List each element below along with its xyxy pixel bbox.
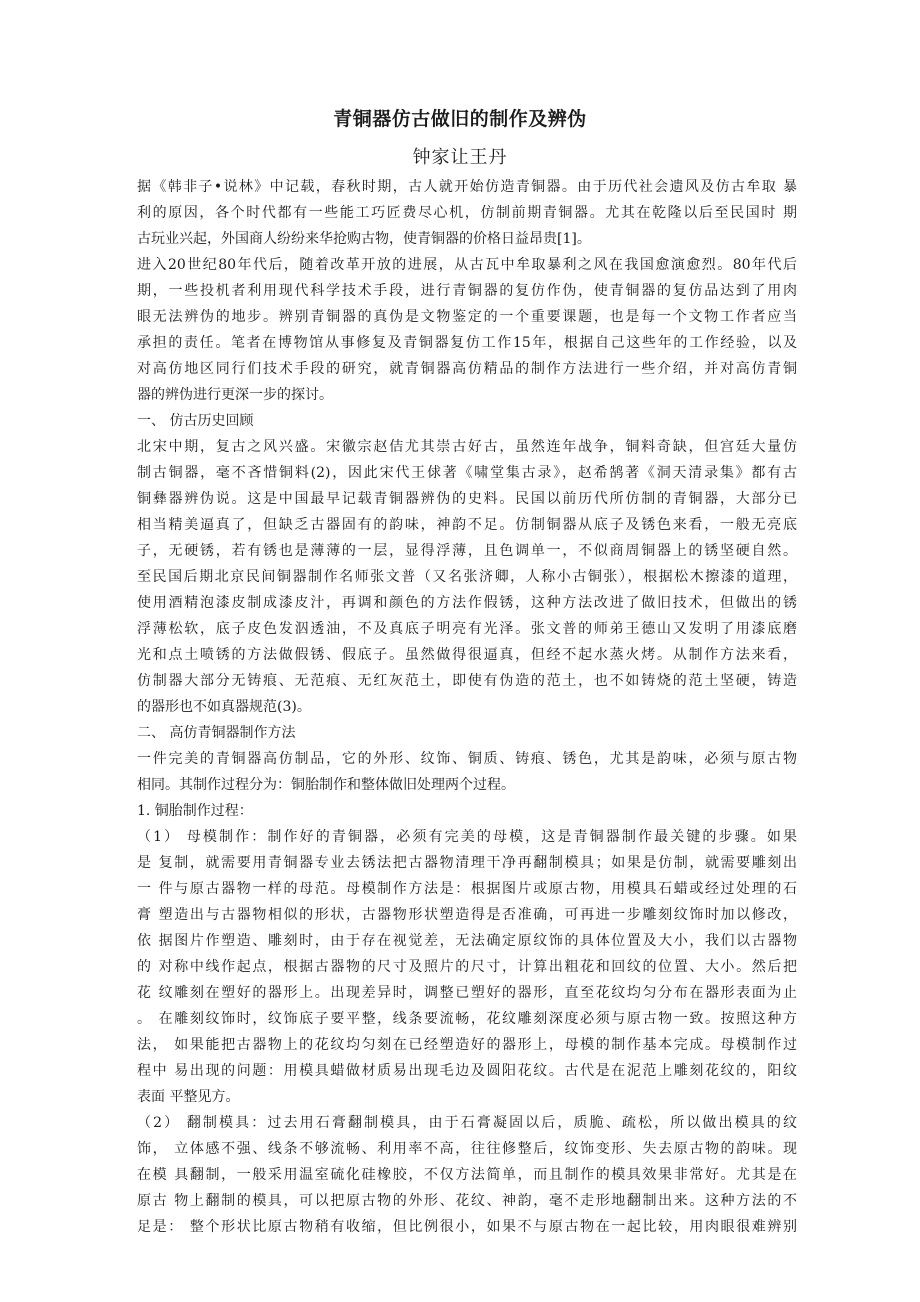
- text-line: 据《韩非子•说林》中记载，春秋时期，古人就开始仿造青铜器。由于历代社会遗风及仿古牟取 暴: [137, 179, 797, 195]
- text-line: 的 对称中线作起点，根据古器物的尺寸及照片的尺寸，计算出粗花和回纹的位置、大小。然后把: [137, 959, 797, 975]
- text-line: 一 件与原古器物一样的母范。母模制作方法是：根据图片或原古物，用模具石蜡或经过处理的石: [137, 881, 797, 897]
- text-line: 器的辨伪进行更深一步的探讨。: [137, 387, 333, 403]
- text-line: 膏 塑造出与古器物相似的形状，古器物形状塑造得是否准确，可再进一步雕刻纹饰时加以修改，: [137, 907, 797, 923]
- text-line: 对高仿地区同行们技术手段的研究，就青铜器高仿精品的制作方法进行一些介绍，并对高仿青铜: [137, 361, 797, 377]
- text-line: 原古 物上翻制的模具，可以把原古物的外形、花纹、神韵，毫不走形地翻制出来。这种方法的不: [137, 1193, 797, 1209]
- text-line: 花 纹雕刻在塑好的器形上。出现差异时，调整已塑好的器形，直至花纹均匀分布在器形表面为止: [137, 985, 797, 1001]
- text-line: 至民国后期北京民间铜器制作名师张文普（又名张济卿，人称小古铜张），根据松木擦漆的道理，: [137, 569, 797, 585]
- document-title: 青铜器仿古做旧的制作及辨伪: [333, 108, 587, 130]
- text-line: 相同。其制作过程分为：铜胎制作和整体做旧处理两个过程。: [137, 777, 515, 793]
- text-line: 一件完美的青铜器高仿制品，它的外形、纹饰、铜质、铸痕、锈色，尤其是韵味，必须与原古物: [137, 751, 797, 767]
- text-line: 铜彝器辨伪说。这是中国最早记载青铜器辨伪的史料。民国以前历代所仿制的青铜器，大部分已: [137, 491, 797, 507]
- text-line: 制古铜器，毫不吝惜铜料(2)，因此宋代王俅著《啸堂集古录》，赵希鹄著《洞天清录集》都有古: [137, 465, 797, 481]
- text-line: 1. 铜胎制作过程：: [137, 803, 253, 819]
- text-line: 子，无硬锈，若有锈也是薄薄的一层，显得浮薄，且色调单一，不似商周铜器上的锈坚硬自然。: [137, 543, 797, 559]
- text-line: 是 复制，就需要用青铜器专业去锈法把古器物清理干净再翻制模具；如果是仿制，就需要雕刻出: [137, 855, 797, 871]
- text-line: （2） 翻制模具：过去用石膏翻制模具，由于石膏凝固以后，质脆、疏松，所以做出模具的纹: [137, 1115, 797, 1131]
- text-line: 。 在雕刻纹饰时，纹饰底子要平整，线条要流畅，花纹雕刻深度必须与原古物一致。按照这种方: [137, 1011, 797, 1027]
- text-line: 相当精美逼真了，但缺乏古器固有的韵味，神韵不足。仿制铜器从底子及锈色来看，一般无亮底: [137, 517, 797, 533]
- text-line: 表面 平整见方。: [137, 1089, 240, 1105]
- text-line: 进入20世纪80年代后，随着改革开放的进展，从古瓦中牟取暴利之风在我国愈演愈烈。80年代后: [137, 257, 797, 273]
- text-line: 程中 易出现的问题：用模具蜡做材质易出现毛边及圆阳花纹。古代是在泥范上雕刻花纹的，阳纹: [137, 1063, 797, 1079]
- text-line: 一、 仿古历史回顾: [137, 413, 254, 429]
- text-line: 饰， 立体感不强、线条不够流畅、利用率不高，往往修整后，纹饰变形、失去原古物的韵味。现: [137, 1141, 797, 1157]
- text-line: 承担的责任。笔者在博物馆从事修复及青铜器复仿工作15年，根据自己这些年的工作经验，以及: [137, 335, 797, 351]
- text-line: 利的原因，各个时代都有一些能工巧匠费尽心机，仿制前期青铜器。尤其在乾隆以后至民国时 期: [137, 205, 797, 221]
- text-line: 眼无法辨伪的地步。辨别青铜器的真伪是文物鉴定的一个重要课题，也是每一个文物工作者应当: [137, 309, 797, 325]
- text-line: 北宋中期，复古之风兴盛。宋徽宗赵佶尤其崇古好古，虽然连年战争，铜料奇缺，但宫廷大量仿: [137, 439, 797, 455]
- text-line: 使用酒精泡漆皮制成漆皮汁，再调和颜色的方法作假锈，这种方法改进了做旧技术，但做出的锈: [137, 595, 797, 611]
- text-line: 期，一些投机者利用现代科学技术手段，进行青铜器的复仿作伪，使青铜器的复仿品达到了用肉: [137, 283, 797, 299]
- text-line: 光和点土喷锈的方法做假锈、假底子。虽然做得很逼真，但经不起水蒸火烤。从制作方法来看，: [137, 647, 797, 663]
- text-line: 法， 如果能把古器物上的花纹均匀刻在已经塑造好的器形上，母模的制作基本完成。母模制作过: [137, 1037, 797, 1053]
- text-line: 古玩业兴起，外国商人纷纷来华抢购古物，使青铜器的价格日益昂贵[1]。: [137, 231, 591, 247]
- text-line: （1） 母模制作：制作好的青铜器，必须有完美的母模，这是青铜器制作最关键的步骤。如果: [137, 829, 797, 845]
- text-line: 二、 高仿青铜器制作方法: [137, 725, 296, 741]
- text-line: 浮薄松软，底子皮色发泅透油，不及真底子明亮有光泽。张文普的师弟王德山又发明了用漆底磨: [137, 621, 797, 637]
- text-line: 在模 具翻制，一般采用温室硫化硅橡胶，不仅方法简单，而且制作的模具效果非常好。尤其是在: [137, 1167, 797, 1183]
- text-line: 依 据图片作塑造、雕刻时，由于存在视觉差，无法确定原纹饰的具体位置及大小，我们以古器物: [137, 933, 797, 949]
- text-line: 仿制器大部分无铸痕、无范痕、无红灰范土，即使有伪造的范土，也不如铸烧的范土坚硬，铸造: [137, 673, 797, 689]
- text-line: 的器形也不如真器规范(3)。: [137, 699, 311, 715]
- document-authors: 钟家让王丹: [412, 147, 508, 168]
- document-body: [137, 174, 797, 1240]
- text-line: 足是： 整个形状比原古物稍有收缩，但比例很小，如果不与原古物在一起比较，用肉眼很难辨别: [137, 1219, 797, 1235]
